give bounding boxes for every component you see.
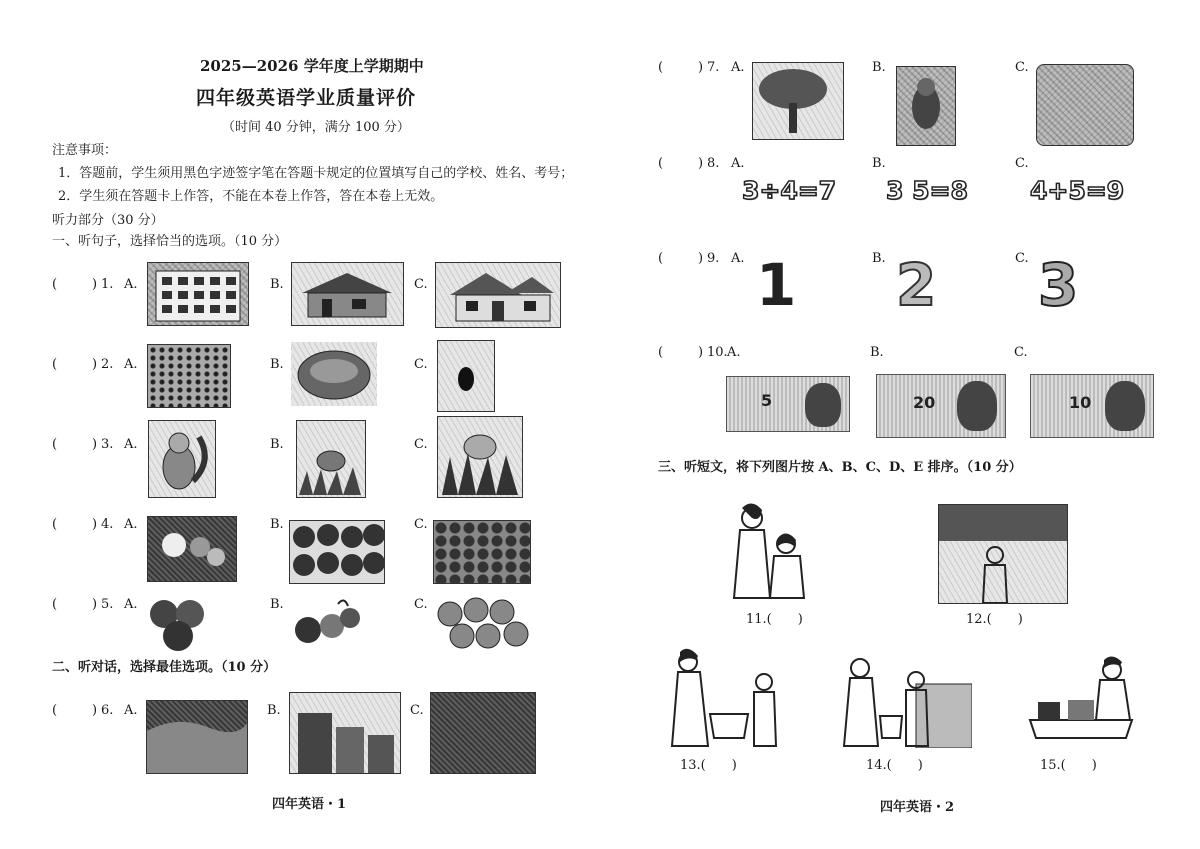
fruit-bowl-picture <box>147 516 237 582</box>
question-number: 7. <box>707 60 720 75</box>
mother-and-girl-picture <box>720 500 820 600</box>
page-1-footer: 四年英语・1 <box>272 797 347 812</box>
animal-in-tree-picture <box>896 66 956 146</box>
answer-paren-open: ( <box>52 517 58 532</box>
option-a-label: A. <box>124 703 138 718</box>
option-b-label: B. <box>872 251 886 266</box>
five-yuan-note-picture <box>726 376 850 432</box>
option-c-label: C. <box>410 703 424 718</box>
number-two-picture: 2 <box>896 251 937 319</box>
answer-paren-close: ) <box>92 703 98 718</box>
number-three-picture: 3 <box>1038 251 1079 319</box>
question-number: 4. <box>101 517 114 532</box>
city-buildings-picture <box>289 692 401 774</box>
answer-paren-close: ) <box>698 156 704 171</box>
answer-paren-open: ( <box>658 156 664 171</box>
question-number: 1. <box>101 277 114 292</box>
option-a-label: A. <box>124 277 138 292</box>
option-a-label: A. <box>124 437 138 452</box>
option-a-label: A. <box>731 251 745 266</box>
farmhouse-picture <box>291 262 404 326</box>
question-number: 9. <box>707 251 720 266</box>
page-2-footer: 四年英语・2 <box>880 800 955 815</box>
option-b-label: B. <box>870 345 884 360</box>
order-label-12: 12.( ) <box>966 612 1023 627</box>
answer-paren-open: ( <box>52 703 58 718</box>
option-a-label: A. <box>731 60 745 75</box>
tree-with-animal-picture <box>752 62 844 140</box>
apple-pile-picture <box>289 520 385 584</box>
option-b-label: B. <box>270 437 284 452</box>
option-c-label: C. <box>414 357 428 372</box>
answer-paren-close: ) <box>698 60 704 75</box>
option-c-label: C. <box>414 597 428 612</box>
answer-paren-close: ) <box>698 345 704 360</box>
option-b-label: B. <box>270 357 284 372</box>
option-c-label: C. <box>1014 345 1028 360</box>
banknote-value: 10 <box>1069 393 1092 412</box>
answer-paren-close: ) <box>698 251 704 266</box>
answer-paren-open: ( <box>52 437 58 452</box>
option-a-label: A. <box>124 597 138 612</box>
cashier-counter-picture <box>1024 654 1134 744</box>
many-apples-picture <box>434 596 534 652</box>
option-c-label: C. <box>1015 156 1029 171</box>
option-a-label: A. <box>124 357 138 372</box>
countryside-picture <box>146 700 248 774</box>
exam-header-line: 2025—2026 学年度上学期期中 <box>200 57 424 75</box>
option-c-label: C. <box>414 517 428 532</box>
answer-paren-open: ( <box>658 251 664 266</box>
order-label-14: 14.( ) <box>866 758 923 773</box>
option-b-label: B. <box>872 156 886 171</box>
answer-paren-close: ) <box>92 437 98 452</box>
fruit-pile-picture <box>433 520 531 584</box>
answer-paren-close: ) <box>92 277 98 292</box>
question-number: 8. <box>707 156 720 171</box>
village-picture <box>430 692 536 774</box>
equation-a-text: 3÷4=7 <box>742 176 837 205</box>
banknote-value: 20 <box>913 393 936 412</box>
family-at-market-picture <box>832 654 972 748</box>
order-label-13: 13.( ) <box>680 758 737 773</box>
answer-paren-close: ) <box>92 517 98 532</box>
order-label-11: 11.( ) <box>746 612 803 627</box>
option-c-label: C. <box>1015 251 1029 266</box>
answer-paren-open: ( <box>658 345 664 360</box>
option-b-label: B. <box>270 277 284 292</box>
honeycomb-picture <box>147 344 231 408</box>
question-number: 10. <box>707 345 728 360</box>
notice-item-2: 2．学生须在答题卡上作答，不能在本卷上作答，答在本卷上无效。 <box>58 189 444 204</box>
ten-yuan-note-picture <box>1030 374 1154 438</box>
section-1-heading: 一、听句子，选择恰当的选项。（10 分） <box>52 234 288 249</box>
option-a-label: A. <box>731 156 745 171</box>
apartment-building-picture <box>147 262 249 326</box>
question-number: 6. <box>101 703 114 718</box>
option-b-label: B. <box>872 60 886 75</box>
equation-b-text: 3 5=8 <box>886 176 968 205</box>
question-number: 2. <box>101 357 114 372</box>
option-c-label: C. <box>414 437 428 452</box>
number-one-picture: 1 <box>756 251 797 319</box>
option-a-label: A. <box>727 345 741 360</box>
mouse-in-grass-picture <box>296 420 366 498</box>
answer-paren-open: ( <box>658 60 664 75</box>
squirrel-picture <box>148 420 216 498</box>
option-b-label: B. <box>270 597 284 612</box>
tree-hole-picture <box>437 340 495 412</box>
question-number: 5. <box>101 597 114 612</box>
listening-heading: 听力部分（30 分） <box>52 213 164 228</box>
answer-paren-open: ( <box>52 597 58 612</box>
exam-subtitle: （时间 40 分钟，满分 100 分） <box>222 120 410 135</box>
option-c-label: C. <box>414 277 428 292</box>
section-3-heading: 三、听短文，将下列图片按 A、B、C、D、E 排序。（10 分） <box>658 460 1022 475</box>
section-2-heading: 二、听对话，选择最佳选项。（10 分） <box>52 660 277 675</box>
option-b-label: B. <box>270 517 284 532</box>
mixed-fruit-picture <box>292 596 364 652</box>
exam-title: 四年级英语学业质量评价 <box>196 87 417 109</box>
answer-paren-close: ) <box>92 357 98 372</box>
answer-paren-open: ( <box>52 357 58 372</box>
equation-c-text: 4+5=9 <box>1030 176 1125 205</box>
order-label-15: 15.( ) <box>1040 758 1097 773</box>
dense-foliage-picture <box>1036 64 1134 146</box>
option-a-label: A. <box>124 517 138 532</box>
question-number: 3. <box>101 437 114 452</box>
girl-outdoors-picture <box>938 504 1068 604</box>
woman-and-child-shopping-picture <box>664 648 784 748</box>
three-apples-picture <box>146 596 208 652</box>
notice-item-1: 1．答题前，学生须用黑色字迹签字笔在答题卡规定的位置填写自己的学校、姓名、考号； <box>58 166 574 181</box>
answer-paren-close: ) <box>92 597 98 612</box>
frog-in-grass-picture <box>437 416 523 498</box>
option-b-label: B. <box>267 703 281 718</box>
notice-title: 注意事项： <box>52 143 118 158</box>
house-picture <box>435 262 561 328</box>
bird-nest-picture <box>291 342 377 406</box>
answer-paren-open: ( <box>52 277 58 292</box>
twenty-yuan-note-picture <box>876 374 1006 438</box>
banknote-value: 5 <box>761 391 773 410</box>
option-c-label: C. <box>1015 60 1029 75</box>
